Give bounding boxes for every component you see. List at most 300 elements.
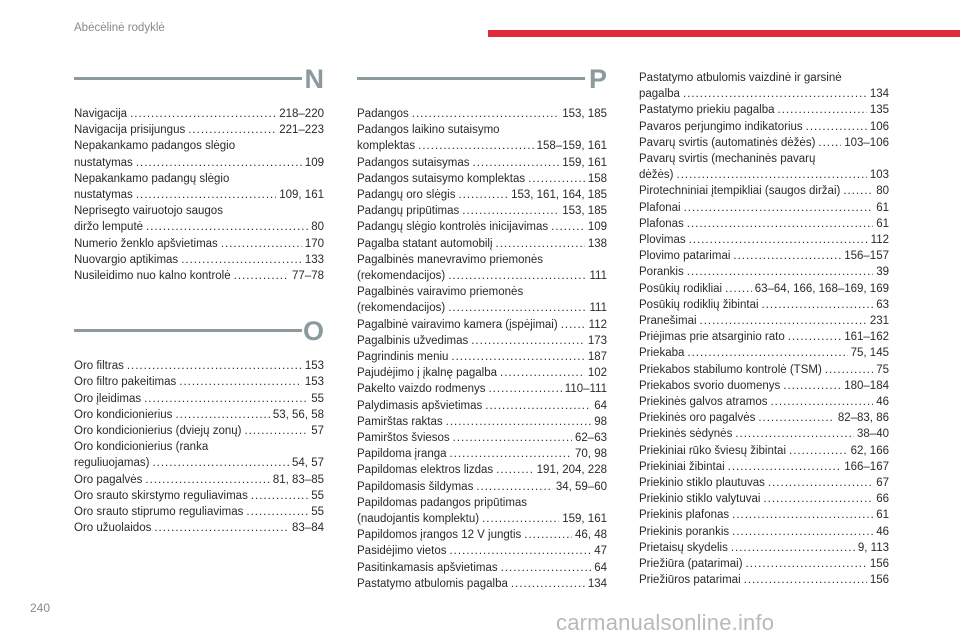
index-entry-pages: 63–64, 166, 168–169, 169	[754, 282, 889, 295]
index-entry-pages: 64	[594, 399, 607, 412]
index-entry-pages: 46	[876, 396, 889, 409]
index-entry-term: Priekiniai žibintai	[639, 460, 725, 473]
index-entry	[357, 203, 607, 219]
index-entry-pages: 82–83, 86	[837, 412, 889, 425]
index-list	[74, 358, 324, 536]
dot-leader	[758, 410, 834, 426]
index-entry	[357, 446, 607, 462]
dot-leader	[458, 187, 508, 203]
dot-leader	[500, 365, 585, 381]
index-entry	[357, 219, 607, 235]
index-entry-term: Pajudėjimo į įkalnę pagalba	[357, 367, 498, 380]
dot-leader	[778, 102, 867, 118]
section-header-o	[74, 316, 324, 358]
index-entry-term: Oro filtro pakeitimas	[74, 376, 177, 389]
index-entry-term: Plafonas	[639, 217, 684, 230]
index-entry	[357, 543, 607, 559]
index-entry-term: Pagalba statant automobilį	[357, 237, 493, 250]
index-entry-term: Oro srauto skirstymo reguliavimas	[74, 489, 248, 502]
index-entry-term-first-line: Padangos laikino sutaisymo	[357, 124, 500, 137]
index-entry	[357, 349, 607, 365]
header-title: Abėcėlinė rodyklė	[74, 22, 165, 34]
index-entry	[74, 358, 324, 374]
index-entry-pages: 221–223	[279, 124, 324, 137]
dot-leader	[789, 443, 848, 459]
index-entry-term: Navigacija prisijungus	[74, 124, 186, 137]
index-entry	[639, 232, 889, 248]
index-entry	[357, 398, 607, 414]
index-entry-term: (rekomendacijos)	[357, 302, 446, 315]
index-entry	[357, 430, 607, 446]
index-entry-term-first-line: Pavarų svirtis (mechaninės pavarų	[639, 153, 816, 166]
index-entry	[639, 183, 889, 199]
index-entry	[357, 106, 607, 122]
dot-leader	[244, 423, 308, 439]
index-entry-term: Priekinio stiklo plautuvas	[639, 477, 765, 490]
index-entry-pages: 135	[869, 104, 889, 117]
index-entry-pages: 173	[587, 334, 607, 347]
index-entry-pages: 159, 161	[562, 156, 607, 169]
index-entry-pages: 77–78	[292, 270, 324, 283]
dot-leader	[152, 455, 289, 471]
index-entry-term: Priekaba	[639, 347, 685, 360]
index-entry	[74, 423, 324, 439]
index-entry	[74, 504, 324, 520]
dot-leader	[770, 394, 873, 410]
index-entry-pages: 34, 59–60	[555, 480, 607, 493]
dot-leader	[462, 203, 559, 219]
index-entry-pages: 39	[876, 266, 889, 279]
index-entry-term: Pagalbinis užvedimas	[357, 334, 469, 347]
dot-leader	[145, 472, 269, 488]
index-entry-term: Oro įleidimas	[74, 392, 142, 405]
index-entry	[639, 102, 889, 118]
dot-leader	[221, 236, 302, 252]
index-entry-term: Pamirštas raktas	[357, 415, 443, 428]
index-entry-pages: 81, 83–85	[272, 473, 324, 486]
dot-leader	[130, 106, 276, 122]
index-entry	[74, 138, 324, 170]
dot-leader	[154, 520, 289, 536]
dot-leader	[843, 183, 873, 199]
index-entry-term: Papildomas elektros lizdas	[357, 464, 494, 477]
dot-leader	[735, 426, 854, 442]
index-entry-pages: 161–162	[844, 331, 889, 344]
index-entry-pages: 103–106	[844, 136, 889, 149]
index-entry-pages: 103	[869, 169, 889, 182]
index-entry-term: Priekinės oro pagalvės	[639, 412, 756, 425]
index-entry	[74, 203, 324, 235]
index-entry-pages: 133	[304, 253, 324, 266]
dot-leader	[700, 313, 867, 329]
index-entry-pages: 9, 113	[857, 541, 889, 554]
index-entry	[357, 479, 607, 495]
page-number: 240	[30, 601, 51, 615]
dot-leader	[496, 236, 585, 252]
index-entry	[74, 472, 324, 488]
dot-leader	[246, 504, 308, 520]
index-entry-term: Papildoma įranga	[357, 448, 447, 461]
dot-leader	[136, 155, 302, 171]
index-entry	[357, 317, 607, 333]
dot-leader	[524, 527, 572, 543]
index-entry	[639, 362, 889, 378]
index-entry	[639, 216, 889, 232]
dot-leader	[482, 511, 559, 527]
index-entry-term: Palydimasis apšvietimas	[357, 399, 483, 412]
index-entry-pages: 191, 204, 228	[536, 464, 607, 477]
index-entry-term: Padangos sutaisymo komplektas	[357, 172, 526, 185]
dot-leader	[825, 362, 873, 378]
index-entry	[639, 200, 889, 216]
index-entry-term-first-line: Pastatymo atbulomis vaizdinė ir garsinė	[639, 72, 842, 84]
index-entry-term: reguliuojamas)	[74, 457, 150, 470]
index-entry-term: Papildomos įrangos 12 V jungtis	[357, 529, 522, 542]
dot-leader	[127, 358, 302, 374]
index-entry-term: Priekinis plafonas	[639, 509, 730, 522]
index-entry-term: Pranešimai	[639, 315, 697, 328]
dot-leader	[683, 86, 867, 102]
dot-leader	[783, 378, 841, 394]
index-entry	[639, 556, 889, 572]
section-rule	[74, 77, 302, 80]
dot-leader	[732, 507, 873, 523]
index-entry-pages: 134	[869, 88, 889, 101]
index-entry-pages: 46, 48	[575, 529, 607, 542]
index-entry-pages: 80	[876, 185, 889, 198]
index-entry-term: Pamirštos šviesos	[357, 432, 450, 445]
index-entry	[357, 155, 607, 171]
index-entry	[74, 488, 324, 504]
index-entry-term: Numerio ženklo apšvietimas	[74, 237, 218, 250]
index-entry	[639, 459, 889, 475]
index-entry-term: dėžės)	[639, 169, 674, 182]
index-entry-term: Priežiūra (patarimai)	[639, 558, 743, 571]
index-entry-pages: 46	[876, 525, 889, 538]
dot-leader	[473, 155, 560, 171]
dot-leader	[448, 268, 586, 284]
index-entry-pages: 63	[876, 298, 889, 311]
index-entry	[357, 333, 607, 349]
index-entry	[357, 236, 607, 252]
dot-leader	[488, 381, 561, 397]
index-entry-pages: 98	[594, 415, 607, 428]
index-entry-term: pagalba	[639, 88, 680, 101]
dot-leader	[551, 219, 585, 235]
index-column-left	[74, 64, 324, 536]
index-entry-term: Prietaisų skydelis	[639, 541, 728, 554]
index-entry-term: Priėjimas prie atsarginio rato	[639, 331, 785, 344]
index-entry-pages: 134	[587, 577, 607, 590]
index-entry-pages: 109	[304, 156, 324, 169]
dot-leader	[136, 187, 276, 203]
dot-leader	[528, 171, 585, 187]
index-entry-term: Porankis	[639, 266, 684, 279]
dot-leader	[175, 407, 269, 423]
section-rule	[74, 329, 302, 332]
index-entry-pages: 153, 185	[562, 108, 607, 120]
index-entry-term: Oro filtras	[74, 360, 124, 373]
dot-leader	[146, 219, 308, 235]
index-entry	[639, 135, 889, 151]
index-entry	[357, 527, 607, 543]
index-entry-term: Plafonai	[639, 201, 681, 214]
index-entry-pages: 156	[869, 574, 889, 587]
index-entry-pages: 187	[587, 351, 607, 364]
index-entry-term: Pakelto vaizdo rodmenys	[357, 383, 486, 396]
index-entry-pages: 158	[587, 172, 607, 185]
dot-leader	[446, 414, 592, 430]
index-entry-term: Pavaros perjungimo indikatorius	[639, 120, 803, 133]
index-entry	[357, 252, 607, 284]
index-entry-term-first-line: Nepakankamo padangos slėgio	[74, 140, 236, 153]
index-entry-term: Oro srauto stiprumo reguliavimas	[74, 506, 244, 519]
section-letter: O	[302, 316, 324, 347]
index-entry-pages: 54, 57	[292, 457, 324, 470]
index-entry-term: Pagalbinė vairavimo kamera (įspėjimai)	[357, 318, 558, 331]
dot-leader	[511, 576, 585, 592]
index-entry-pages: 110–111	[564, 383, 607, 396]
index-entry-term: Priekabos stabilumo kontrolė (TSM)	[639, 363, 822, 376]
header-accent-bar	[488, 30, 960, 37]
index-column-middle	[357, 64, 607, 592]
index-entry-pages: 153	[304, 376, 324, 389]
index-entry	[74, 391, 324, 407]
index-entry-term: Padangų slėgio kontrolės inicijavimas	[357, 221, 549, 234]
dot-leader	[179, 374, 302, 390]
index-entry-pages: 170	[304, 237, 324, 250]
dot-leader	[725, 281, 752, 297]
index-entry-term-first-line: Papildomas padangos pripūtimas	[357, 496, 528, 509]
dot-leader	[806, 119, 867, 135]
index-entry-pages: 138	[587, 237, 607, 250]
index-entry	[357, 187, 607, 203]
index-entry	[639, 264, 889, 280]
index-entry-pages: 153, 185	[562, 205, 607, 218]
index-entry-term-first-line: Oro kondicionierius (ranka	[74, 441, 209, 454]
section-letter: N	[304, 64, 324, 94]
dot-leader	[485, 398, 591, 414]
index-entry-term: Pirotechniniai įtempikliai (saugos diržai)	[639, 185, 841, 198]
index-entry	[639, 507, 889, 523]
index-list	[74, 106, 324, 284]
index-entry-pages: 102	[587, 367, 607, 380]
dot-leader	[449, 543, 591, 559]
index-entry-term: Priekinis porankis	[639, 525, 730, 538]
index-entry-term-first-line: Neprisegto vairuotojo saugos	[74, 205, 223, 218]
index-entry-term: Pagrindinis meniu	[357, 351, 449, 364]
index-entry-term: Oro užuolaidos	[74, 522, 152, 535]
index-entry-pages: 180–184	[844, 379, 889, 392]
index-entry-term: Oro kondicionierius (dviejų zonų)	[74, 425, 242, 438]
index-entry-pages: 109, 161	[279, 189, 324, 202]
dot-leader	[412, 106, 559, 122]
dot-leader	[818, 135, 841, 151]
index-entry	[639, 378, 889, 394]
index-entry-pages: 62–63	[575, 432, 607, 445]
index-entry	[639, 281, 889, 297]
index-entry-pages: 80	[311, 221, 324, 234]
dot-leader	[728, 459, 842, 475]
index-entry-pages: 109	[587, 221, 607, 234]
index-entry	[74, 439, 324, 471]
index-entry	[357, 495, 607, 527]
dot-leader	[234, 268, 289, 284]
dot-leader	[144, 391, 308, 407]
index-entry-pages: 112	[588, 318, 607, 331]
dot-leader	[496, 462, 534, 478]
index-entry	[74, 374, 324, 390]
index-entry-pages: 112	[870, 234, 889, 247]
index-entry-pages: 61	[876, 217, 889, 230]
dot-leader	[684, 200, 874, 216]
index-entry-pages: 111	[589, 302, 607, 315]
dot-leader	[689, 232, 868, 248]
dot-leader	[188, 122, 276, 138]
index-entry-pages: 66	[876, 493, 889, 506]
index-entry-term: diržo lemputė	[74, 221, 144, 234]
index-entry-term: Oro pagalvės	[74, 473, 143, 486]
index-entry	[639, 248, 889, 264]
index-entry-term: Nuovargio aptikimas	[74, 253, 179, 266]
index-entry-pages: 231	[869, 315, 889, 328]
index-entry-pages: 55	[311, 489, 324, 502]
index-entry	[357, 365, 607, 381]
index-entry	[639, 426, 889, 442]
index-entry-term-first-line: Nepakankamo padangų slėgio	[74, 172, 230, 185]
dot-leader	[418, 138, 533, 154]
index-entry-term: Posūkių rodiklių žibintai	[639, 298, 759, 311]
index-entry-pages: 38–40	[857, 428, 889, 441]
index-entry-term: Pastatymo atbulomis pagalba	[357, 577, 508, 590]
index-entry	[74, 520, 324, 536]
dot-leader	[746, 556, 867, 572]
dot-leader	[448, 300, 586, 316]
dot-leader	[687, 345, 847, 361]
index-entry-term: Padangų oro slėgis	[357, 189, 456, 202]
index-entry-pages: 106	[869, 120, 889, 133]
index-entry	[639, 572, 889, 588]
dot-leader	[450, 446, 573, 462]
index-entry-term: Pastatymo priekiu pagalba	[639, 104, 775, 117]
index-list	[357, 106, 607, 592]
index-entry-pages: 53, 56, 58	[272, 408, 324, 421]
index-entry-term: (rekomendacijos)	[357, 270, 446, 283]
index-entry	[357, 462, 607, 478]
watermark: carmanualsonline.info	[556, 610, 775, 635]
index-entry-pages: 156	[869, 558, 889, 571]
index-entry-pages: 70, 98	[575, 448, 607, 461]
index-entry-pages: 83–84	[292, 522, 324, 535]
index-entry-pages: 75, 145	[850, 347, 889, 360]
index-entry	[639, 119, 889, 135]
index-entry-pages: 57	[311, 425, 324, 438]
index-entry-pages: 61	[876, 509, 889, 522]
index-entry	[639, 297, 889, 313]
section-letter: P	[588, 64, 607, 94]
index-entry-pages: 64	[594, 561, 607, 574]
index-entry-term: Oro kondicionierius	[74, 408, 173, 421]
index-entry-pages: 153, 161, 164, 185	[511, 189, 607, 202]
index-entry-term: komplektas	[357, 140, 416, 153]
dot-leader	[762, 297, 874, 313]
index-entry	[639, 151, 889, 183]
index-entry-term: Padangos	[357, 108, 409, 120]
index-entry-pages: 55	[311, 506, 324, 519]
dot-leader	[251, 488, 308, 504]
index-list	[639, 70, 889, 589]
index-entry-term: Priekinės galvos atramos	[639, 396, 768, 409]
index-entry-pages: 158–159, 161	[536, 140, 607, 153]
dot-leader	[732, 524, 873, 540]
index-entry	[74, 236, 324, 252]
index-entry-term: Nusileidimo nuo kalno kontrolė	[74, 270, 231, 283]
index-entry-term: Posūkių rodikliai	[639, 282, 723, 295]
index-entry	[74, 268, 324, 284]
index-entry-term: Papildomasis šildymas	[357, 480, 474, 493]
index-entry-pages: 159, 161	[562, 513, 607, 526]
dot-leader	[788, 329, 841, 345]
index-entry	[74, 252, 324, 268]
section-header-p	[357, 64, 607, 106]
index-entry-term: Priekabos svorio duomenys	[639, 379, 781, 392]
dot-leader	[181, 252, 302, 268]
index-entry-term: nustatymas	[74, 156, 133, 169]
index-entry	[639, 540, 889, 556]
index-entry-pages: 61	[876, 201, 889, 214]
index-entry-pages: 153	[304, 360, 324, 373]
dot-leader	[501, 560, 592, 576]
index-entry-term: Pasidėjimo vietos	[357, 545, 447, 558]
index-entry-pages: 75	[876, 363, 889, 376]
index-entry	[74, 106, 324, 122]
index-entry	[639, 345, 889, 361]
index-entry-term: Priekinio stiklo valytuvai	[639, 493, 761, 506]
index-entry	[639, 475, 889, 491]
dot-leader	[687, 216, 873, 232]
index-entry	[357, 122, 607, 154]
index-entry	[357, 576, 607, 592]
index-entry	[74, 171, 324, 203]
dot-leader	[451, 349, 584, 365]
index-entry	[357, 381, 607, 397]
index-entry-term-first-line: Pagalbinės vairavimo priemonės	[357, 286, 524, 299]
index-entry	[357, 414, 607, 430]
index-entry-term: Plovimas	[639, 234, 686, 247]
index-entry	[639, 394, 889, 410]
dot-leader	[677, 167, 867, 183]
index-entry-term: Priekinės sėdynės	[639, 428, 733, 441]
index-entry-pages: 218–220	[279, 108, 324, 120]
index-entry-term: Navigacija	[74, 108, 128, 120]
index-entry-term: Padangų pripūtimas	[357, 205, 460, 218]
index-entry	[74, 122, 324, 138]
index-entry	[74, 407, 324, 423]
index-entry	[639, 329, 889, 345]
index-entry-term-first-line: Pagalbinės manevravimo priemonės	[357, 253, 544, 266]
dot-leader	[763, 491, 873, 507]
index-entry	[639, 70, 889, 102]
index-entry	[639, 524, 889, 540]
dot-leader	[561, 317, 586, 333]
index-entry-term: Pasitinkamasis apšvietimas	[357, 561, 498, 574]
dot-leader	[733, 248, 841, 264]
index-entry-term: Priežiūros patarimai	[639, 574, 741, 587]
dot-leader	[476, 479, 553, 495]
dot-leader	[453, 430, 572, 446]
section-header-n	[74, 64, 324, 106]
index-entry-term: Padangos sutaisymas	[357, 156, 470, 169]
